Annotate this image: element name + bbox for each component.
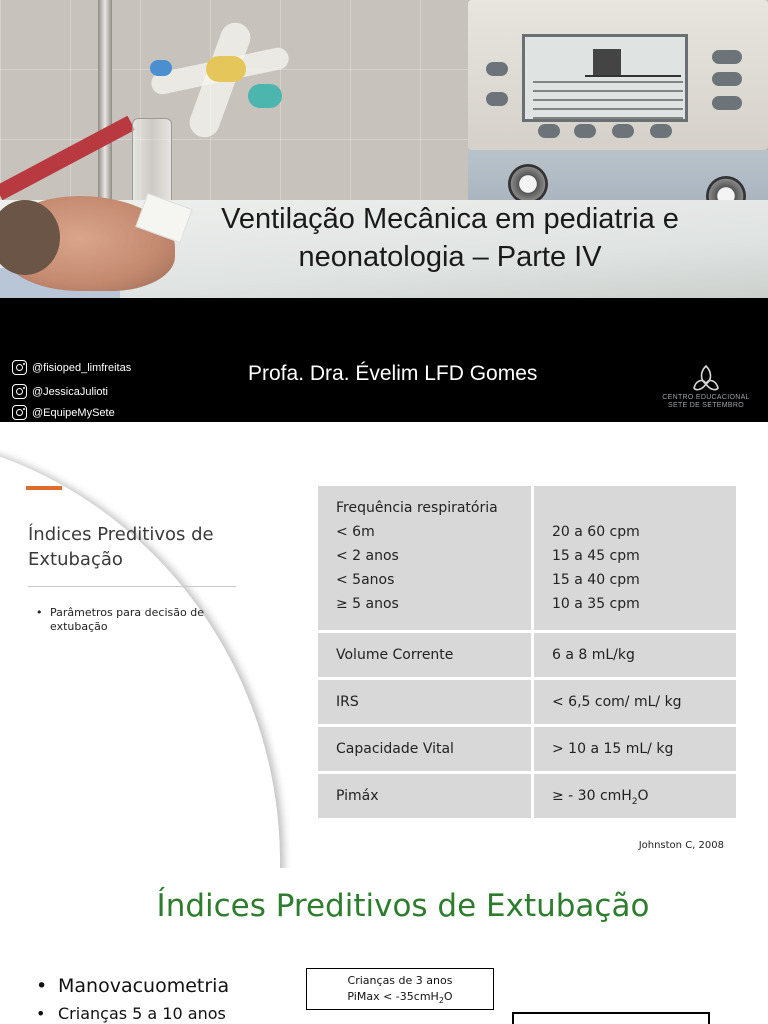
list-item (36, 1000, 229, 1024)
freq-label: ≥ 5 anos (336, 596, 399, 612)
author-name: Profa. Dra. Évelim LFD Gomes (248, 362, 538, 385)
section-title: Índices Preditivos de Extubação (28, 524, 214, 570)
bullet-item (36, 606, 236, 634)
extubation-table (318, 486, 736, 821)
pimax-box-text: PiMax < -35cmH (347, 990, 439, 1003)
slide-title-line1: Ventilação Mecânica em pediatria e (221, 203, 679, 235)
slide-heading: Índices Preditivos de Extubação (156, 888, 650, 924)
ventilator-dial (508, 164, 548, 204)
table-cell-label: Capacidade Vital (318, 727, 534, 771)
table-row (318, 486, 736, 633)
ventilator-button (486, 92, 508, 106)
table-cell-value (534, 774, 736, 818)
manovacuometry-slide (0, 868, 768, 1024)
table-cell-value: > 10 a 15 mL/ kg (552, 741, 674, 757)
pimax-suffix: O (637, 788, 649, 804)
freq-label: < 2 anos (336, 548, 399, 564)
table-cell-label: Volume Corrente (318, 633, 534, 677)
list-item-text: Manovacuometria (58, 975, 230, 997)
pimax-value: ≥ - 30 cmH (552, 788, 632, 804)
table-row (318, 680, 736, 727)
logo-text-line1: CENTRO EDUCACIONAL (662, 394, 750, 401)
instagram-icon (12, 405, 27, 420)
table-slide (0, 422, 768, 868)
ventilator-readout (533, 81, 683, 119)
table-cell-value: < 6,5 com/ mL/ kg (552, 694, 682, 710)
ventilator-button (712, 72, 742, 86)
social-handle-text: @JessicaJulioti (32, 385, 108, 398)
bullet-dot: • (36, 606, 43, 619)
pimax-box-suffix: O (443, 990, 453, 1003)
ventilator-connector (206, 56, 246, 82)
pimax-box-line1: Crianças de 3 anos (347, 974, 453, 987)
ventilator-connector (150, 60, 172, 76)
list-item-text: Crianças 5 a 10 anos (58, 1004, 226, 1023)
logo-text-line2: SETE DE SETEMBRO (668, 402, 744, 409)
pimax-box-subscript: 2 (438, 996, 444, 1006)
ventilator-button (612, 124, 634, 138)
freq-value: 10 a 35 cpm (552, 596, 640, 612)
pimax-box (306, 968, 494, 1010)
ventilator-button (650, 124, 672, 138)
table-cell-label: IRS (318, 680, 534, 724)
table-cell-label (318, 486, 534, 630)
slide-title (130, 200, 768, 276)
table-row (318, 727, 736, 774)
social-handle-text: @EquipeMySete (32, 406, 115, 419)
freq-value: 20 a 60 cpm (552, 524, 640, 540)
slide-title-line2: neonatologia – Parte IV (298, 241, 602, 273)
ventilator-button (712, 96, 742, 110)
divider (28, 586, 236, 587)
ventilator-connector (248, 84, 282, 108)
social-handle-text: @fisioped_limfreitas (32, 361, 132, 374)
table-cell-value (534, 486, 736, 630)
empty-box (512, 1012, 710, 1024)
freq-label: < 6m (336, 524, 375, 540)
table-row (318, 774, 736, 821)
bullet-dot: • (36, 975, 48, 997)
ventilator-waveform (585, 47, 681, 77)
table-cell-label: Pimáx (318, 774, 534, 818)
bullet-dot: • (36, 1004, 46, 1023)
ventilator-button (486, 62, 508, 76)
freq-value: 15 a 40 cpm (552, 572, 640, 588)
freq-value: 15 a 45 cpm (552, 548, 640, 564)
instagram-icon (12, 360, 27, 375)
ventilator-button (574, 124, 596, 138)
school-logo (660, 364, 752, 410)
bullet-text: Parâmetros para decisão de extubação (50, 606, 204, 633)
freq-header-spacer (552, 496, 718, 520)
social-handle[interactable] (12, 405, 115, 420)
accent-bar (26, 486, 62, 490)
decorative-arc (0, 432, 280, 868)
pimax-subscript: 2 (631, 796, 638, 807)
ventilator-button (712, 50, 742, 64)
title-slide (0, 0, 768, 422)
trinity-knot-icon (690, 364, 722, 392)
ventilator-screen (522, 34, 688, 122)
pimax-box-line2 (307, 989, 493, 1009)
ventilator-button (538, 124, 560, 138)
instagram-icon (12, 384, 27, 399)
freq-header: Frequência respiratória (336, 500, 498, 516)
social-handle[interactable] (12, 384, 108, 399)
freq-label: < 5anos (336, 572, 395, 588)
list-item (36, 972, 229, 1000)
social-handle[interactable] (12, 360, 131, 375)
citation: Johnston C, 2008 (638, 840, 724, 851)
table-cell-value: 6 a 8 mL/kg (552, 647, 635, 663)
table-row (318, 633, 736, 680)
bullet-list (36, 972, 229, 1024)
